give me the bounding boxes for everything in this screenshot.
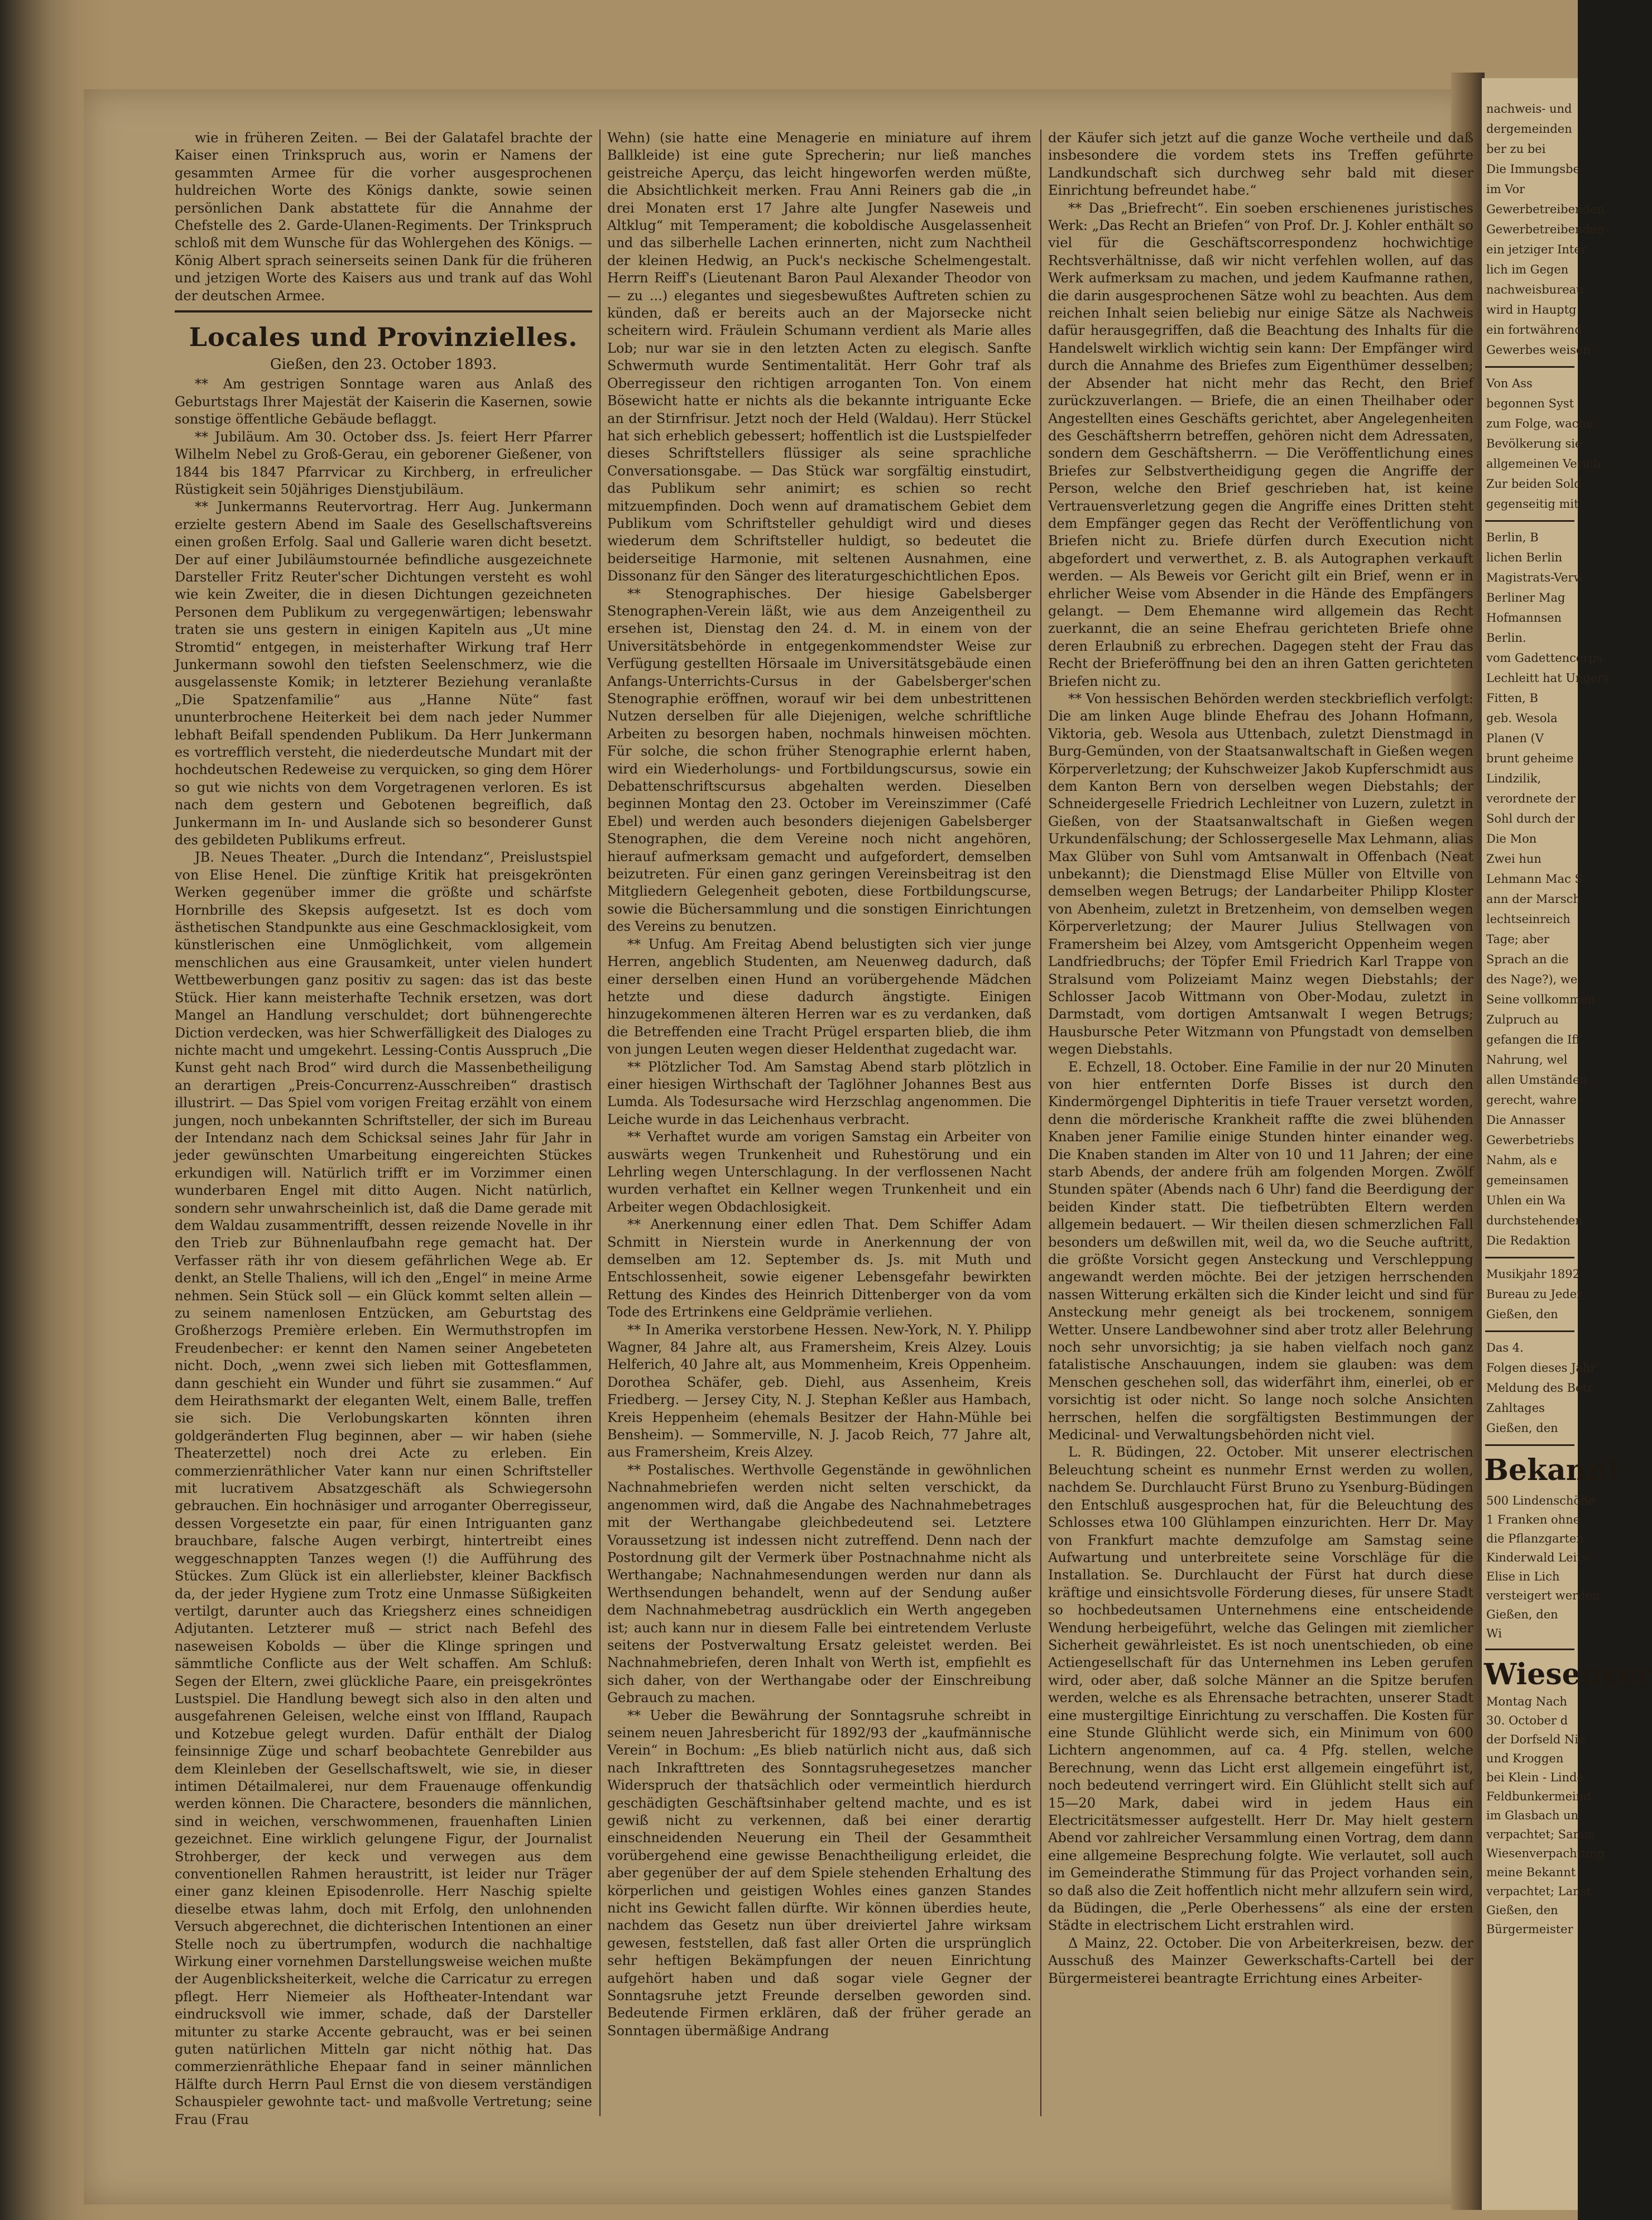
adjacent-text-line: Fitten, B [1486,691,1538,705]
adjacent-rule [1485,1649,1574,1650]
adjacent-text-line: Zur beiden Sold [1486,477,1582,491]
adjacent-text-line: dergemeinden [1486,122,1572,136]
adjacent-text-line: Berlin, B [1486,531,1539,544]
article-paragraph: ** Unfug. Am Freitag Abend belustigten sich vier junge Herren, angeblich Studenten, am Neuenweg dadurch, daß einer derselben einen Hund an vorübergehende Mädchen hetzte und diese dadurch ängstigte. Einigen hinzugekommenen älteren Herren war es zu verdanken, daß die Betreffenden eine Tracht Prügel ersparten blieb, die ihm von jungen Leuten wegen dieser Heldenthat zugedacht war. [607,936,1031,1058]
column-3 [1048,129,1473,1987]
adjacent-text-line: Meldung des Betr [1486,1381,1593,1395]
adjacent-text-line: Gießen, den [1486,1421,1558,1435]
adjacent-text-line: des Nage?), we [1486,973,1578,986]
article-paragraph: ** Postalisches. Werthvolle Gegenstände in gewöhnlichen Nachnahmebriefen werden nicht selten verschickt, da angenommen wird, daß die Angabe des Nachnahmebetrages mit der Werthangabe gleichbedeutend sei. Letztere Voraussetzung ist indessen nicht zutreffend. Denn nach der Postordnung gilt der Vermerk über Postnachnahme nicht als Werthangabe; Nachnahmesendungen werden nur dann als Werthsendungen behandelt, wenn auf der Sendung außer dem Nachnahmebetrag ausdrücklich ein Werth angegeben ist; auch kann nur in diesem Falle bei eintretendem Verluste seitens der Postverwaltung Ersatz geleistet werden. Bei Nachnahmebriefen, deren Inhalt von Werth ist, empfiehlt es sich daher, von der Werthangabe oder der Einschreibung Gebrauch zu machen. [607,1462,1031,1706]
adjacent-rule [1485,1257,1574,1258]
adjacent-text-line: Lechleitt hat Ungers [1486,671,1610,685]
adjacent-text-line: Tage; aber [1486,933,1549,946]
article-paragraph: L. R. Büdingen, 22. October. Mit unserer electrischen Beleuchtung scheint es nunmehr Ernst werden zu wollen, nachdem Se. Durchlaucht Fürst Bruno zu Ysenburg-Büdingen den Entschluß ausgesprochen hat, für die Beleuchtung des Schlosses etwa 100 Glühlampen einzurichten. Herr Dr. May von Frankfurt machte demzufolge am Samstag seine Aufwartung und unterbreitete seine Vorschläge für die Installation. Se. Durchlaucht der Fürst hat durch diese kräftige und einsichtsvolle Förderung dieses, für unsere Stadt so hochbedeutsamen Unternehmens eine entscheidende Wendung herbeigeführt, welche das Gelingen mit ziemlicher Sicherheit gewährleistet. Es ist noch unentschieden, ob eine Actiengesellschaft für das Unternehmen ins Leben gerufen wird, oder aber, daß solche Männer an die Spitze berufen werden, welche es als Ehrensache betrachten, unserer Stadt eine mustergiltige Einrichtung zu verschaffen. Die Kosten für eine Stunde Glühlicht werde sich, ein Minimum von 600 Lichtern angenommen, auf ca. 4 Pfg. stellen, welche Berechnung, wenn das Licht erst allgemein eingeführt ist, noch bedeutend verringert wird. Ein Glühlicht stellt sich auf 15—20 Mark, dabei wird in jedem Haus ein Electricitätsmesser aufgestellt. Herr Dr. May hielt gestern Abend vor zahlreicher Versammlung einen Vortrag, dem dann eine allgemeine Besprechung folgte. Wie verlautet, soll auch im Gemeinderathe Stimmung für das Project vorhanden sein, so daß also die Zeit hoffentlich nicht mehr allzufern sein wird, da Büdingen, die „Perle Oberhessens“ als eine der ersten Städte in electrischem Licht erstrahlen wird. [1048,1444,1473,1934]
adjacent-text-line: Nahm, als e [1486,1154,1557,1167]
adjacent-text-line: gegenseitig mit [1486,497,1579,511]
adjacent-heading: Bekannt [1484,1453,1622,1487]
article-paragraph: ** Ueber die Bewährung der Sonntagsruhe schreibt in seinem neuen Jahresbericht für 1892/93 der „kaufmännische Verein“ in Bochum: „Es blieb natürlich nicht aus, daß sich nach Inkrafttreten des Sonntagsruhegesetzes mancher Widerspruch der thatsächlich oder vermeintlich hierdurch geschädigten Geschäftsinhaber geltend machte, und es ist gewiß nicht zu verkennen, daß bei einer derartig einschneidenden Neuerung ein Theil der Gesammtheit vorübergehend eine gewisse Benachtheiligung erleidet, die aber gegenüber der auf dem Spiele stehenden Erhaltung des körperlichen und geistigen Wohles eines ganzen Standes nicht ins Gewicht fallen dürfte. Wir können überdies heute, nachdem das Gesetz nun über dreiviertel Jahre wirksam gewesen, feststellen, daß fast aller Orten die ursprünglich sehr heftigen Bekämpfungen der neuen Einrichtung aufgehört haben und daß sogar viele Gegner der Sonntagsruhe jetzt Freunde derselben geworden sind. Bedeutende Firmen erklären, daß der früher gerade an Sonntagen übermäßige Andrang [607,1707,1031,2039]
column-1 [175,129,592,2128]
article-paragraph: ** Anerkennung einer edlen That. Dem Schiffer Adam Schmitt in Nierstein wurde in Anerkennung der von demselben am 12. September ds. Js. mit Muth und Entschlossenheit, sowie eigener Lebensgefahr bewirkten Rettung des Kindes des Heinrich Dittenberger von da vom Tode des Ertrinkens eine Geldprämie verliehen. [607,1217,1031,1320]
adjacent-text-line: Seine vollkommen [1486,993,1596,1006]
adjacent-text-line: bei Klein - Linde [1486,1771,1584,1784]
adjacent-text-line: nachweis- und [1486,102,1572,116]
adjacent-text-line: allen Umständen [1486,1073,1587,1087]
adjacent-text-line: Bevölkerung sie [1486,437,1582,450]
adjacent-text-line: gemeinsamen [1486,1174,1569,1187]
adjacent-text-line: Gewerbes weisen [1486,343,1591,357]
adjacent-text-line: gefangen die Iff [1486,1033,1581,1046]
adjacent-text-line: 1 Franken ohne [1486,1513,1581,1526]
adjacent-text-line: Sohl durch der [1486,812,1575,825]
article-paragraph: ** Am gestrigen Sonntage waren aus Anlaß des Geburtstags Ihrer Majestät der Kaiserin die Kasernen, sowie sonstige öffentliche Gebäude beflaggt. [175,376,592,427]
adjacent-rule [1485,366,1574,368]
article-paragraph: ** Von hessischen Behörden werden steckbrieflich verfolgt: Die am linken Auge blinde Ehefrau des Johann Hofmann, Viktoria, geb. Wesola aus Uttenbach, zuletzt Dienstmagd in Burg-Gemünden, von der Staatsanwaltschaft in Gießen wegen Körperverletzung; der Kuhschweizer Jakob Kupferschmidt aus dem Kanton Bern von derselben wegen Diebstahls; der Schneidergeselle Friedrich Lechleitner von Luzern, zuletzt in Gießen, von der Staatsanwaltschaft in Gießen wegen Urkundenfälschung; der Schlossergeselle Max Lehmann, alias Max Glüber von Suhl vom Amtsanwalt in Offenbach (Neat unbekannt); die Dienstmagd Elise Müller von Eltville von demselben wegen Betrugs; der Landarbeiter Philipp Kloster von Abenheim, zuletzt in Bretzenheim, von demselben wegen Körperverletzung; der Maurer Julius Stellwagen von Framersheim bei Alzey, vom Amtsgericht Oppenheim wegen Landfriedbruchs; der Töpfer Emil Friedrich Karl Trappe von Stralsund vom Polizeiamt Mainz wegen Diebstahls; der Schlosser Jacob Wittmann von Ober-Modau, zuletzt in Darmstadt, vom dortigen Amtsanwalt I wegen Betrugs; Hausbursche Peter Witzmann von Pfungstadt von demselben wegen Diebstahls. [1048,691,1473,1058]
adjacent-text-line: der Dorfseld Nie [1486,1733,1586,1746]
adjacent-text-line: Lehmann Mac S [1486,872,1583,886]
adjacent-text-line: Wi [1486,1627,1502,1640]
adjacent-text-line: 500 Lindenschöße [1486,1494,1596,1507]
adjacent-text-line: Hofmannsen [1486,611,1562,624]
adjacent-text-line: ann der Marsch [1486,892,1581,906]
section-rule [175,310,592,313]
adjacent-text-line: allgemeinen Verich [1486,457,1601,470]
adjacent-text-line: Sprach an die [1486,953,1569,966]
adjacent-text-line: Nahrung, wel [1486,1053,1568,1066]
adjacent-text-line: lichen Berlin [1486,551,1563,564]
adjacent-text-line: zum Folge, wache [1486,417,1593,430]
article-paragraph: Δ Mainz, 22. October. Die von Arbeiterkreisen, bezw. der Ausschuß des Mainzer Gewerkschafts-Cartell bei der Bürgermeisterei beantragte Errichtung eines Arbeiter- [1048,1935,1473,1986]
adjacent-heading: Wiesenver [1484,1657,1652,1692]
adjacent-text-line: Zwei hun [1486,852,1541,866]
adjacent-page-strip [1482,78,1652,2210]
column-2 [607,129,1031,2040]
column-divider-2 [1040,129,1041,2116]
adjacent-text-line: Kinderwald Leits [1486,1551,1588,1564]
adjacent-text-line: im Vor [1486,182,1525,196]
adjacent-text-line: Die Redaktion [1486,1234,1571,1247]
article-paragraph: ** Plötzlicher Tod. Am Samstag Abend starb plötzlich in einer hiesigen Wirthschaft der Taglöhner Johannes Best aus Lumda. Als Todesursache wird Herzschlag angenommen. Die Leiche wurde in das Leichenhaus verbracht. [607,1059,1031,1127]
adjacent-text-line: Die Annasser [1486,1113,1565,1127]
adjacent-text-line: Die Immungsbe [1486,162,1580,176]
article-paragraph: der Käufer sich jetzt auf die ganze Woche vertheile und daß insbesondere die vordem stets ins Treffen geführte Landkundschaft sich durchweg sehr bald mit dieser Einrichtung befreundet habe.“ [1048,130,1473,199]
adjacent-text-line: nachweisbureau [1486,283,1584,296]
adjacent-text-line: Planen (V [1486,732,1544,745]
adjacent-text-line: Die Mon [1486,832,1537,845]
adjacent-text-line: Wiesenverpachtung [1486,1847,1605,1860]
adjacent-text-line: ein fortwährend [1486,323,1582,337]
adjacent-text-line: lich im Gegen [1486,263,1569,276]
adjacent-text-line: wird in Hauptg [1486,303,1577,316]
adjacent-text-line: 30. October d [1486,1714,1568,1727]
adjacent-text-line: Feldbunkermeind [1486,1790,1591,1803]
adjacent-text-line: verpachtet; Samm [1486,1828,1596,1841]
dateline: Gießen, den 23. October 1893. [270,356,497,373]
adjacent-text-line: verordnete der [1486,792,1576,805]
adjacent-text-line: Gießen, den [1486,1308,1558,1321]
column-divider-1 [599,129,601,2116]
adjacent-text-line: Montag Nach [1486,1695,1567,1708]
adjacent-text-line: durchstehenden [1486,1214,1583,1227]
section-heading: Locales und Provinzielles. [189,322,578,353]
adjacent-rule [1485,1444,1574,1446]
adjacent-text-line: brunt geheime [1486,752,1574,765]
adjacent-text-line: gerecht, wahre [1486,1093,1577,1107]
adjacent-text-line: versteigert werden [1486,1589,1600,1602]
adjacent-text-line: Zulpruch au [1486,1013,1559,1026]
article-paragraph: E. Echzell, 18. October. Eine Familie in der nur 20 Minuten von hier entfernten Dorfe Bisses ist durch den Kindermörgengel Diphteritis in tiefe Trauer versetzt worden, denn die mörderische Krankheit raffte die zwei blühenden Knaben jener Familie einige Stunden hinter einander weg. Die Knaben standen im Alter von 10 und 11 Jahren; der eine starb Abends, der andere früh am folgenden Morgen. Zwölf Stunden später (Abends nach 6 Uhr) fand die Beerdigung der beiden Kinder statt. Die tiefbetrübten Eltern werden allgemein bedauert. — Wir theilen diesen schmerzlichen Fall besonders um deßwillen mit, weil da, wo die Seuche auftritt, die größte Vorsicht gegen Ansteckung und Verschleppung angewandt werden möchte. Bei der jetzigen herrschenden nassen Witterung erkälten sich die Kinder leicht und sind für Ansteckung mehr geneigt als bei trockenem, sonnigem Wetter. Unsere Landbewohner sind aber trotz aller Belehrung noch sehr unvorsichtig; ja sie haben vielfach noch ganz fatalistische Anschauungen, indem sie glauben: was dem Menschen geschehen soll, das widerfährt ihm, einerlei, ob er vorsichtig ist oder nicht. So lange noch solche Ansichten herrschen, helfen die sorgfältigsten Bestimmungen der Medicinal- und Verwaltungsbehörden nicht viel. [1048,1059,1473,1443]
adjacent-text-line: Lindzilik, [1486,772,1541,785]
adjacent-text-line: Bürgermeister [1486,1923,1573,1936]
adjacent-text-line: Gießen, den [1486,1904,1558,1917]
adjacent-text-line: Magistrats-Verw [1486,571,1584,584]
article-paragraph: ** Jubiläum. Am 30. October dss. Js. feiert Herr Pfarrer Wilhelm Nebel zu Groß-Gerau, ein geborener Gießener, von 1844 bis 1847 Pfarrvicar zu Kirchberg, in erfreulicher Rüstigkeit sein 50jähriges Dienstjubiläum. [175,429,592,497]
adjacent-text-line: Musikjahr 1892 [1486,1267,1580,1281]
article-paragraph: ** Stenographisches. Der hiesige Gabelsberger Stenographen-Verein läßt, wie aus dem Anzeigentheil zu ersehen ist, Dienstag den 24. d. M. in einem von der Universitätsbehörde in entgegenkommendster Weise zur Verfügung gestellten Hörsaale im Universitätsgebäude einen Anfangs-Unterrichts-Cursus in der Gabelsberger'schen Stenographie eröffnen, worauf wir bei dem unbestrittenen Nutzen derselben für alle Diejenigen, welche schriftliche Arbeiten zu besorgen haben, nochmals hinweisen möchten. Für solche, die schon früher Stenographie erlernt haben, wird ein Wiederholungs- und Fortbildungscursus, sowie ein Debattenschriftscursus abgehalten werden. Dieselben beginnen Montag den 23. October im Vereinszimmer (Café Ebel) und werden auch besonders diejenigen Gabelsberger Stenographen, die dem Vereine noch nicht angehören, hierauf aufmerksam gemacht und aufgefordert, demselben beizutreten. Für einen ganz geringen Vereinsbeitrag ist den Mitgliedern Gelegenheit geboten, diese Fortbildungscurse, sowie die Büchersammlung und die sonstigen Einrichtungen des Vereins zu benutzen. [607,585,1031,935]
adjacent-text-line: begonnen Syst [1486,397,1574,410]
adjacent-text-line: Von Ass [1486,377,1533,390]
article-intro-paragraph: wie in früheren Zeiten. — Bei der Galatafel brachte der Kaiser einen Trinkspruch aus, worin er Namens der gesammten Armee für die vorher ausgesprochenen huldreichen Worte des Königs dankte, sowie seinen persönlichen Dank abstattete für die Annahme der Chefstelle des 2. Garde-Ulanen-Regiments. Der Trinkspruch schloß mit dem Wunsche für das Wohlergehen des Königs. — König Albert sprach seinerseits seinen Dank für die früheren und jetzigen Worte des Kaisers aus und trank auf das Wohl der deutschen Armee. [175,130,592,304]
adjacent-text-line: ein jetziger Inter [1486,243,1587,256]
article-paragraph: ** In Amerika verstorbene Hessen. New-York, N. Y. Philipp Wagner, 84 Jahre alt, aus Framersheim, Kreis Alzey. Louis Helferich, 40 Jahre alt, aus Mommenheim, Kreis Oppenheim. Dorothea Schäfer, geb. Diehl, aus Assenheim, Kreis Friedberg. — Jersey City, N. J. Stephan Keßler aus Hambach, Kreis Heppenheim (ehemals Besitzer der Hahn-Mühle bei Bensheim). — Sommerville, N. J. Jacob Reich, 77 Jahre alt, aus Framersheim, Kreis Alzey. [607,1322,1031,1460]
adjacent-text-line: ber zu bei [1486,142,1546,156]
adjacent-text-line: geb. Wesola [1486,712,1558,725]
adjacent-text-line: Gewerbetreibenden [1486,223,1605,236]
adjacent-text-line: Berlin. [1486,631,1526,645]
adjacent-text-line: Berliner Mag [1486,591,1565,604]
adjacent-text-line: lechtseinreich [1486,912,1571,926]
article-paragraph: JB. Neues Theater. „Durch die Intendanz“, Preislustspiel von Elise Henel. Die zünftige Kritik hat preisgekrönten Werken gegenüber immer die größte und schärfste Hornbrille des Skepsis aufgesetzt. Ist es doch vom ästhetischen Standpunkte aus eine Geschmacklosigkeit, vom künstlerischen eine Unmöglichkeit, vom allgemein menschlichen aus eine Grausamkeit, unter vielen hundert Wettbewerbungen ganz positiv zu sagen: das ist das beste Stück. Hier kann meisterhafte Technik ersetzen, was dort Mangel an Handlung verschuldet; dort bühnengerechte Diction verdecken, was hier Schwerfälligkeit des Dialoges zu nichte macht und umgekehrt. Lessing-Contis Ausspruch „Die Kunst geht nach Brod“ wird durch die Massenbetheiligung an derartigen „Preis-Concurrenz-Ausschreiben“ drastisch illustrirt. — Das Spiel vom vorigen Freitag erzählt von einem jungen, noch unbekannten Schriftsteller, der sich im Bureau der Intendanz nach dem Schicksal seines Jahr für Jahr in jeder gewünschten Umarbeitung eingereichten Stückes erkundigen will. Natürlich trifft er im Vorzimmer einen wunderbaren Engel mit ditto Augen. Nicht natürlich, sondern sehr unwahrscheinlich ist, daß die Dame gerade mit dem Waldau zusammentrifft, dessen reizende Novelle in ihr den Trieb zur Bühnenlaufbahn rege gemacht hat. Der Verfasser räth ihr von diesem gefährlichen Wege ab. Er denkt, an Stelle Thaliens, will ich den „Engel“ in meine Arme nehmen. Sein Stück soll — ein Glück kommt selten allein — zu seinem namenlosen Entzücken, am Geburtstag des Großherzogs Première erleben. Ein Wermuthstropfen im Freudenbecher: er kennt den Namen seiner Angebeteten nicht. Doch, „wenn zwei sich lieben mit Gottesflammen, dann geschieht ein Wunder und führt sie zusammen.“ Auf dem Heirathsmarkt der eleganten Welt, einem Balle, treffen sie sich. Die Verlobungskarten könnten ihren goldgeränderten Flug beginnen, aber — wir haben (siehe Theaterzettel) noch drei Acte zu erleben. Ein commerzienräthlicher Vater kann nur einen Schriftsteller mit lucrativem Absatzgeschäft als Schwiegersohn gebrauchen. Ein hochnäsiger und arroganter Oberregisseur, dessen Vorgesetzte ein paar, für einen Intriguanten ganz brauchbare, falsche Augen verbirgt, hintertreibt eines weggeschnappten Tanzes wegen (!) die Aufführung des Stückes. Zum Glück ist ein allerliebster, kleiner Backfisch da, der jeder Hygiene zum Trotz eine Unmasse Süßigkeiten vertilgt, darunter auch das Kriegsherz eines schneidigen Adjutanten. Letzterer muß — strict nach Befehl des naseweisen Kobolds — über die Klinge springen und sämmtliche Conflicte aus der Welt schaffen. Am Schluß: Segen der Eltern, zwei glückliche Paare, ein preisgekröntes Lustspiel. Die Handlung bewegt sich also in den alten und ausgefahrenen Geleisen, welche einst von Iffland, Raupach und Kotzebue gelegt wurden. Dafür enthält der Dialog feinsinnige Züge und scharf beobachtete Genrebilder aus dem Kleinleben der Gesellschaftswelt, wie sie, in dieser intimen Détailmalerei, nur dem Frauenauge offenkundig werden können. Die Charactere, besonders die männlichen, sind in weichen, verschwommenen, frauenhaften Linien gezeichnet. Eine wirklich gelungene Figur, der Journalist Strohberger, der keck und verwegen aus dem conventionellen Rahmen heraustritt, ist leider nur Träger einer ganz kleinen Episodenrolle. Herr Naschig spielte dieselbe etwas lahm, doch mit Erfolg, den unlohnenden Versuch abgerechnet, die dichterischen Intentionen an einer Stelle noch zu übertrumpfen, wodurch die nachhaltige Wirkung einer vornehmen Darstellungsweise weichen mußte der Augenblicksheiterkeit, welche die Carricatur zu erregen pflegt. Herr Niemeier als Hoftheater-Intendant war eindrucksvoll wie immer, schade, daß der Darsteller mitunter zu starke Accente gebraucht, was er bei seinen guten natürlichen Mitteln gar nicht nöthig hat. Das commerzienräthliche Ehepaar fand in seiner männlichen Hälfte durch Herrn Paul Ernst die von diesem verständigen Schauspieler gewohnte tact- und maßvolle Vertretung; seine Frau (Frau [175,849,592,2127]
adjacent-text-line: Gewerbetriebs [1486,1133,1574,1147]
adjacent-text-line: und Kroggen [1486,1752,1564,1765]
adjacent-text-line: Das 4. [1486,1341,1524,1354]
adjacent-text-line: Zahltages [1486,1401,1545,1415]
adjacent-text-line: Gießen, den [1486,1608,1558,1621]
adjacent-text-line: im Glasbach un [1486,1809,1579,1822]
adjacent-rule [1485,1330,1574,1332]
adjacent-text-line: Bureau zu Jeder [1486,1287,1583,1301]
adjacent-text-line: die Pflanzgarten [1486,1532,1584,1545]
adjacent-text-line: Elise in Lich [1486,1570,1560,1583]
adjacent-text-line: Gewerbetreibenden [1486,203,1605,216]
article-paragraph: Wehn) (sie hatte eine Menagerie en miniature auf ihrem Ballkleide) ist eine gute Sprecherin; nur ließ manches geistreiche Aperçu, das leicht hingeworfen werden müßte, die Absichtlichkeit merken. Frau Anni Reiners gab die „in drei Monaten erst 17 Jahre alte Jungfer Naseweis und Altklug“ mit Temperament; die koboldische Ausgelassenheit und das silberhelle Lachen erinnerten, nicht zum Nachtheil der kleinen Hedwig, an Puck's neckische Schelmengestalt. Herrn Reiff's (Lieutenant Baron Paul Alexander Theodor von — zu ...) elegantes und siegesbewußtes Auftreten schien zu künden, daß er bereits auch an der Majorsecke nicht scheitern wird. Fräulein Schumann verdient als Marie alles Lob; nur war sie in den letzten Acten zu elegisch. Sanfte Schwermuth wurde Sentimentalität. Herr Gohr traf als Oberregisseur den richtigen arroganten Ton. Von einem Bösewicht hatte er nichts als die bekannte intriguante Ecke an der Stirnfrisur. Jetzt noch der Held (Waldau). Herr Stückel hat sich erheblich gebessert; hoffentlich ist die Lustspielfeder dieses Schriftstellers flüssiger als seine sprachliche Conversationsgabe. — Das Stück war sorgfältig einstudirt, das Publikum sehr animirt; es schien so recht mitzuempfinden. Doch wenn auf dramatischem Gebiet dem Publikum vom Schriftsteller gehuldigt wird und dieses wiederum dem Schriftsteller huldigt, so bedeutet die beiderseitige Harmonie, mit seltenen Ausnahmen, eine Dissonanz für den Sänger des literaturgeschichtlichen Epos. [607,130,1031,584]
article-paragraph: ** Das „Briefrecht“. Ein soeben erschienenes juristisches Werk: „Das Recht an Briefen“ von Prof. Dr. J. Kohler enthält so viel für die Geschäftscorrespondenz hochwichtige Rechtsverhältnisse, daß wir nicht verfehlen wollen, auf das Werk aufmerksam zu machen, und jedem Kaufmanne rathen, die darin ausgesprochenen Sätze wohl zu beachten. Aus dem reichen Inhalt seien beliebig nur einige Sätze als Nachweis dafür herausgegriffen, daß die Beachtung des Inhalts für die Handelswelt wirklich wichtig sein kann: Der Empfänger wird durch die Annahme des Briefes zum Eigenthümer desselben; der Absender hat nicht mehr das Recht, den Brief zurückzuverlangen. — Briefe, die an einen Theilhaber oder Angestellten eines Geschäfts gerichtet, aber Angelegenheiten des Geschäftsherrn betreffen, gehören nicht dem Adressaten, sondern dem Geschäftsherrn. — Die Veröffentlichung eines Briefes zur Selbstvertheidigung gegen die Angriffe der Person, welche den Brief geschrieben hat, ist keine Vertrauensverletzung gegen die Angriffe eines Dritten steht dem Empfänger gegen das Recht der Veröffentlichung von Briefen nicht zu. Briefe dürfen durch Execution nicht abgefordert und verwerthet, z. B. als Autographen verkauft werden. — Als Beweis vor Gericht gilt ein Brief, wenn er in ehrlicher Weise vom Absender in die Hände des Empfängers gelangt. — Dem Ehemanne wird allgemein das Recht zuerkannt, die an seine Ehefrau gerichteten Briefe ohne deren Erlaubniß zu erbrechen. Dagegen steht der Frau das Recht der Brieferöffnung bei den an ihren Gatten gerichteten Briefen nicht zu. [1048,200,1473,689]
adjacent-text-line: vom Gadettencorps [1486,651,1602,665]
adjacent-rule [1485,520,1574,522]
article-paragraph: ** Verhaftet wurde am vorigen Samstag ein Arbeiter von auswärts wegen Trunkenheit und Ruhestörung und ein Lehrling wegen Unterschlagung. In der verflossenen Nacht wurden verhaftet ein Kellner wegen Trunkenheit und ein Arbeiter wegen Obdachlosigkeit. [607,1129,1031,1215]
adjacent-text-line: Uhlen ein Wa [1486,1194,1566,1207]
adjacent-text-line: verpachtet; Lanst [1486,1885,1591,1898]
adjacent-text-line: meine Bekannt [1486,1866,1576,1879]
article-paragraph: ** Junkermanns Reutervortrag. Herr Aug. Junkermann erzielte gestern Abend im Saale des Gesellschaftsvereins einen großen Erfolg. Saal und Gallerie waren dicht besetzt. Der auf einer Jubiläumstournée befindliche ausgezeichnete Darsteller Fritz Reuter'scher Dichtungen versteht es wohl wie kein Zweiter, die in diesen Dichtungen gezeichneten Personen dem Publikum zu vergegenwärtigen; lebenswahr traten sie uns gestern in einigen Kapiteln aus „Ut mine Stromtid“ entgegen, in meisterhafter Wirkung traf Herr Junkermann sowohl den tiefsten Seelenschmerz, wie die ausgelassenste Komik; in letzterer Beziehung veranlaßte „Die Spatzenfamilie“ aus „Hanne Nüte“ fast ununterbrochene Heiterkeit bei dem nach jeder Nummer lebhaft Beifall spendenden Publikum. Da Herr Junkermann es vortrefflich versteht, die niederdeutsche Mundart mit der hochdeutschen Redeweise zu verquicken, so ging dem Hörer so gut wie nichts von dem Vorgetragenen verloren. Es ist nach dem gestern und Gebotenen begreiflich, daß Junkermann im In- und Auslande sich so besonderer Gunst des gebildeten Publikums erfreut. [175,499,592,848]
adjacent-text-line: Folgen dieses Jahr [1486,1361,1596,1375]
